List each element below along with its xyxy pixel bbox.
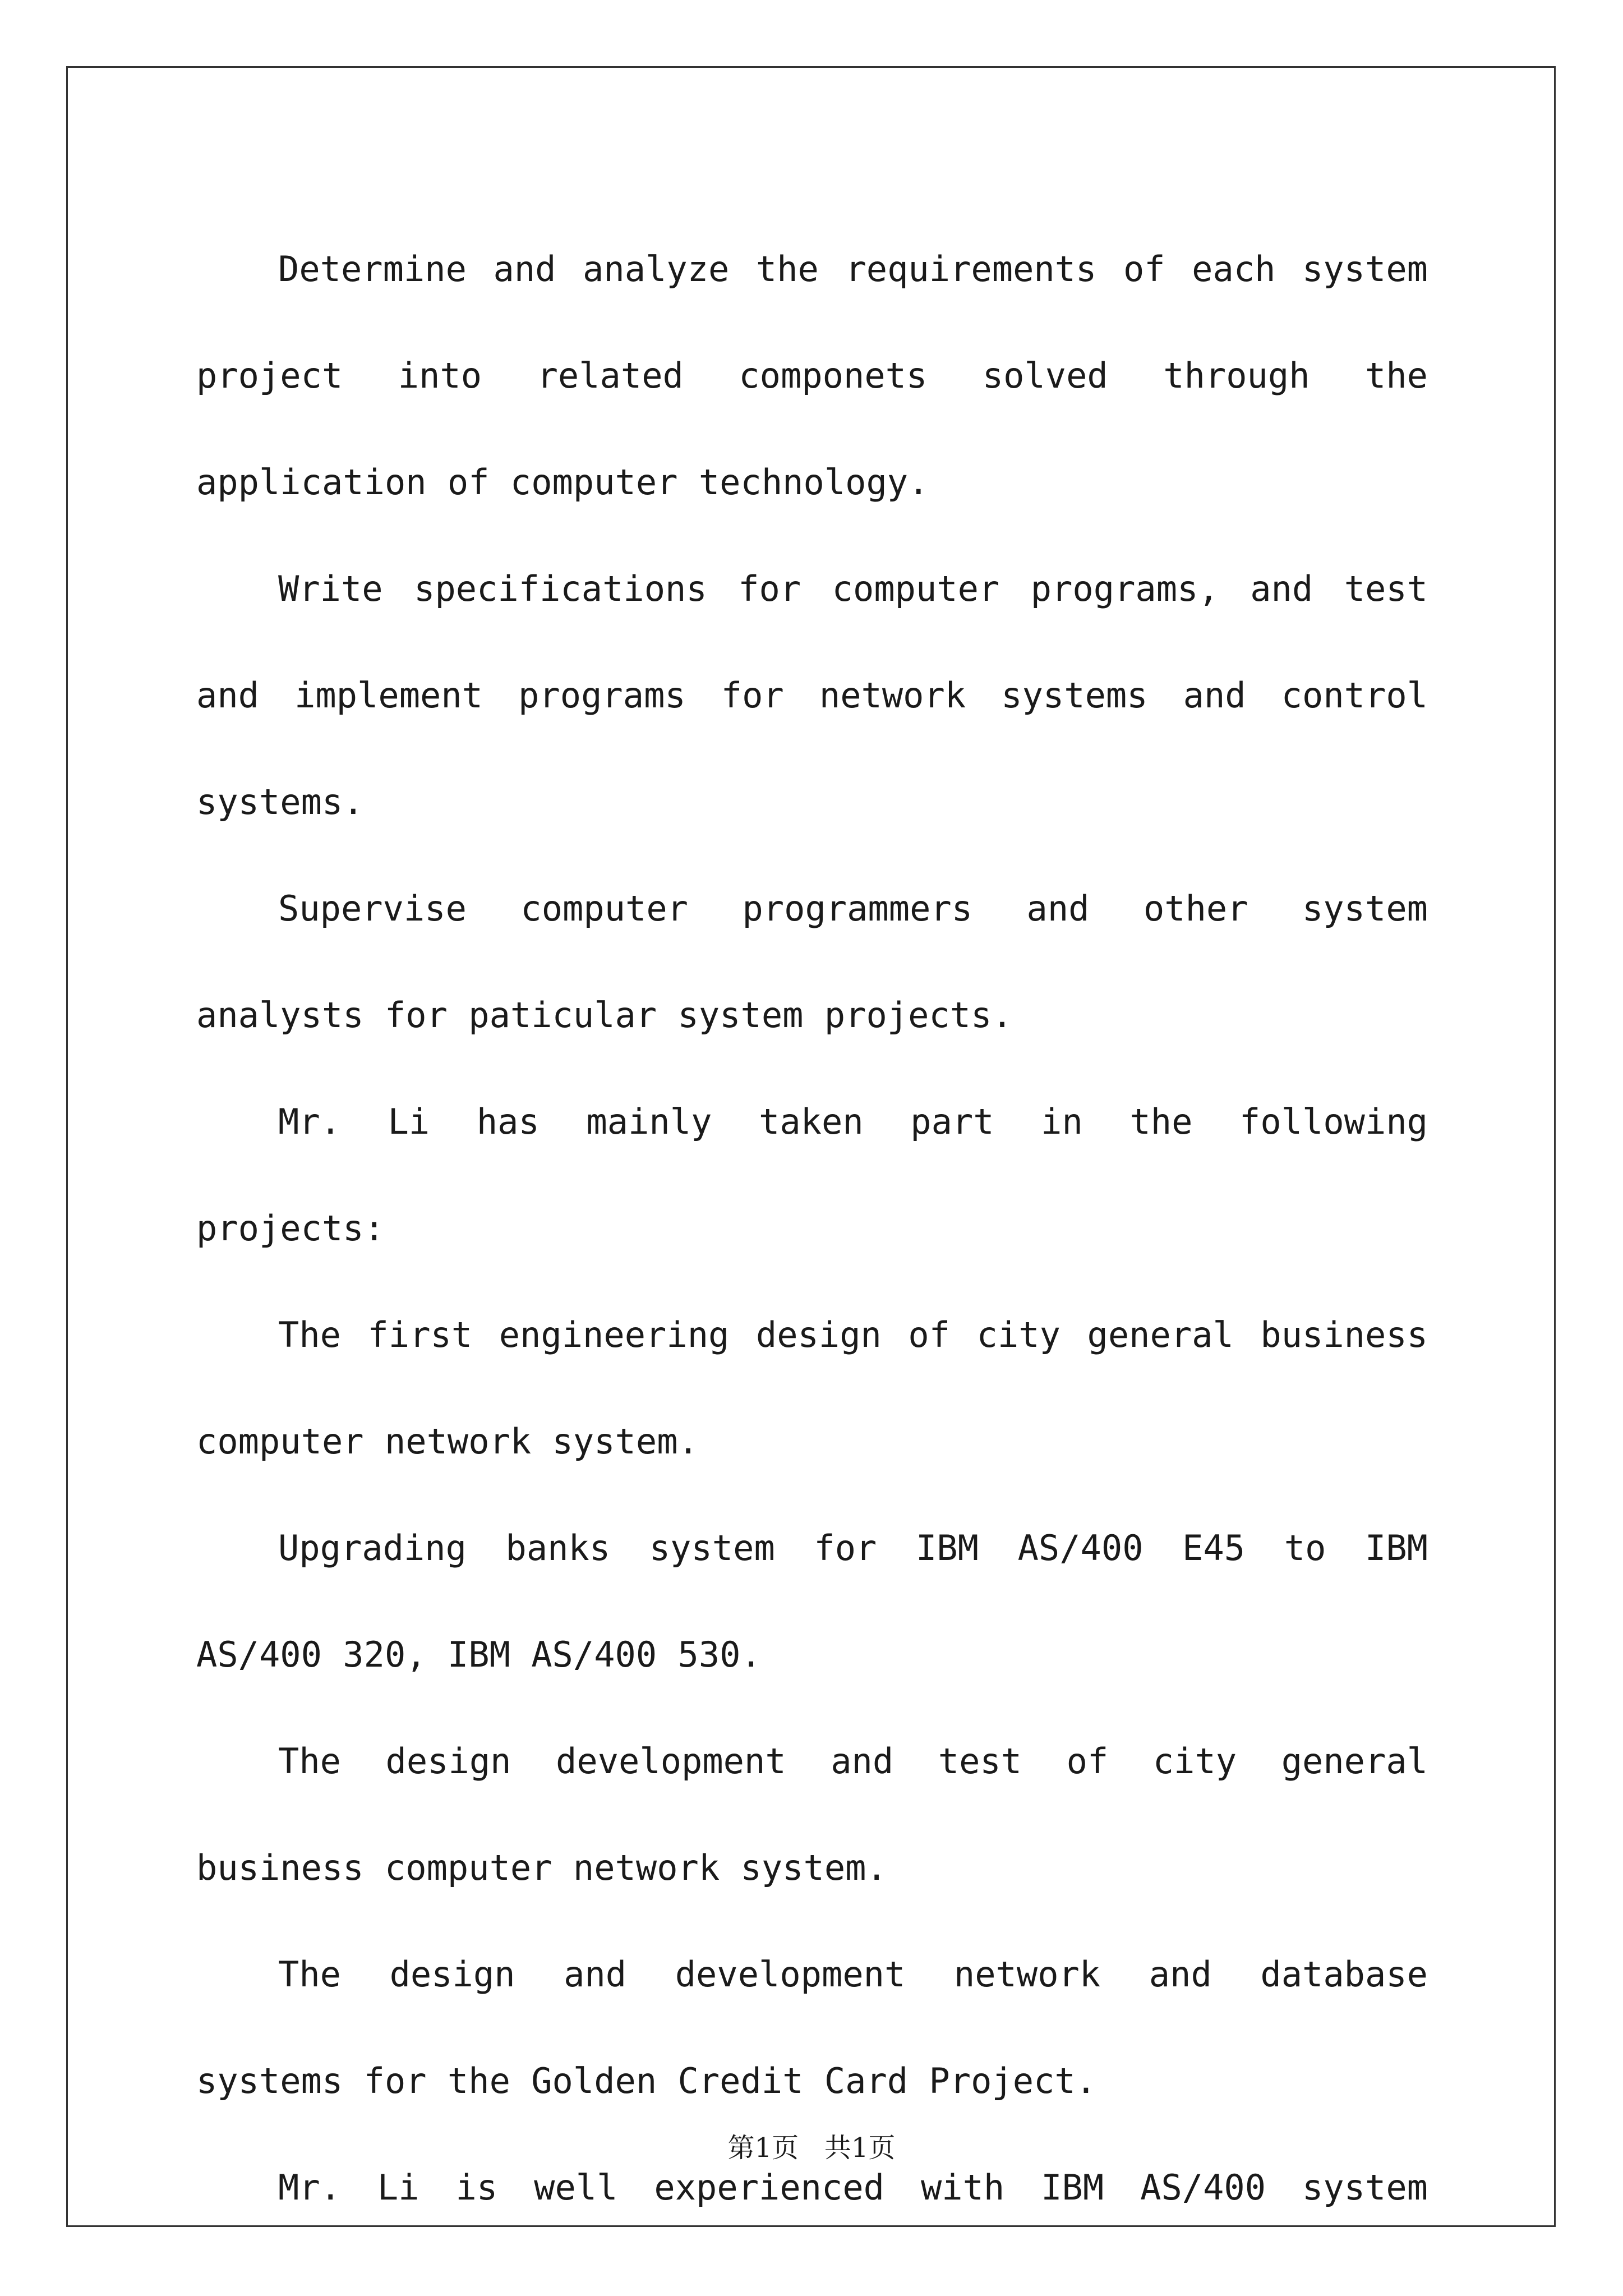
paragraph-projects-intro: Mr. Li has mainly taken part in the following projects: — [196, 1101, 1428, 1249]
document-body — [196, 216, 1428, 2241]
paragraph-engineering-design: The first engineering design of city general business computer network system. — [196, 1314, 1428, 1462]
page-number: 第1页 — [727, 2132, 799, 2164]
paragraph-specifications: Write specifications for computer programs, and test and implement programs for network systems and control systems. — [196, 568, 1428, 822]
paragraph-requirements: Determine and analyze the requirements of each system project into related componets solved through the application of computer technology. — [196, 249, 1428, 503]
page-total: 共1页 — [824, 2132, 896, 2164]
page-footer — [0, 2126, 1623, 2165]
paragraph-supervise: Supervise computer programmers and other system analysts for paticular system projects. — [196, 888, 1428, 1036]
paragraph-golden-credit-card: The design and development network and database systems for the Golden Credit Card Project. — [196, 1954, 1428, 2101]
paragraph-experience: Mr. Li is well experienced with IBM AS/400 system — [278, 2167, 1428, 2208]
paragraph-design-development-test: The design development and test of city general business computer network system. — [196, 1741, 1428, 1888]
paragraph-upgrading: Upgrading banks system for IBM AS/400 E45 to IBM AS/400 320, IBM AS/400 530. — [196, 1527, 1428, 1675]
